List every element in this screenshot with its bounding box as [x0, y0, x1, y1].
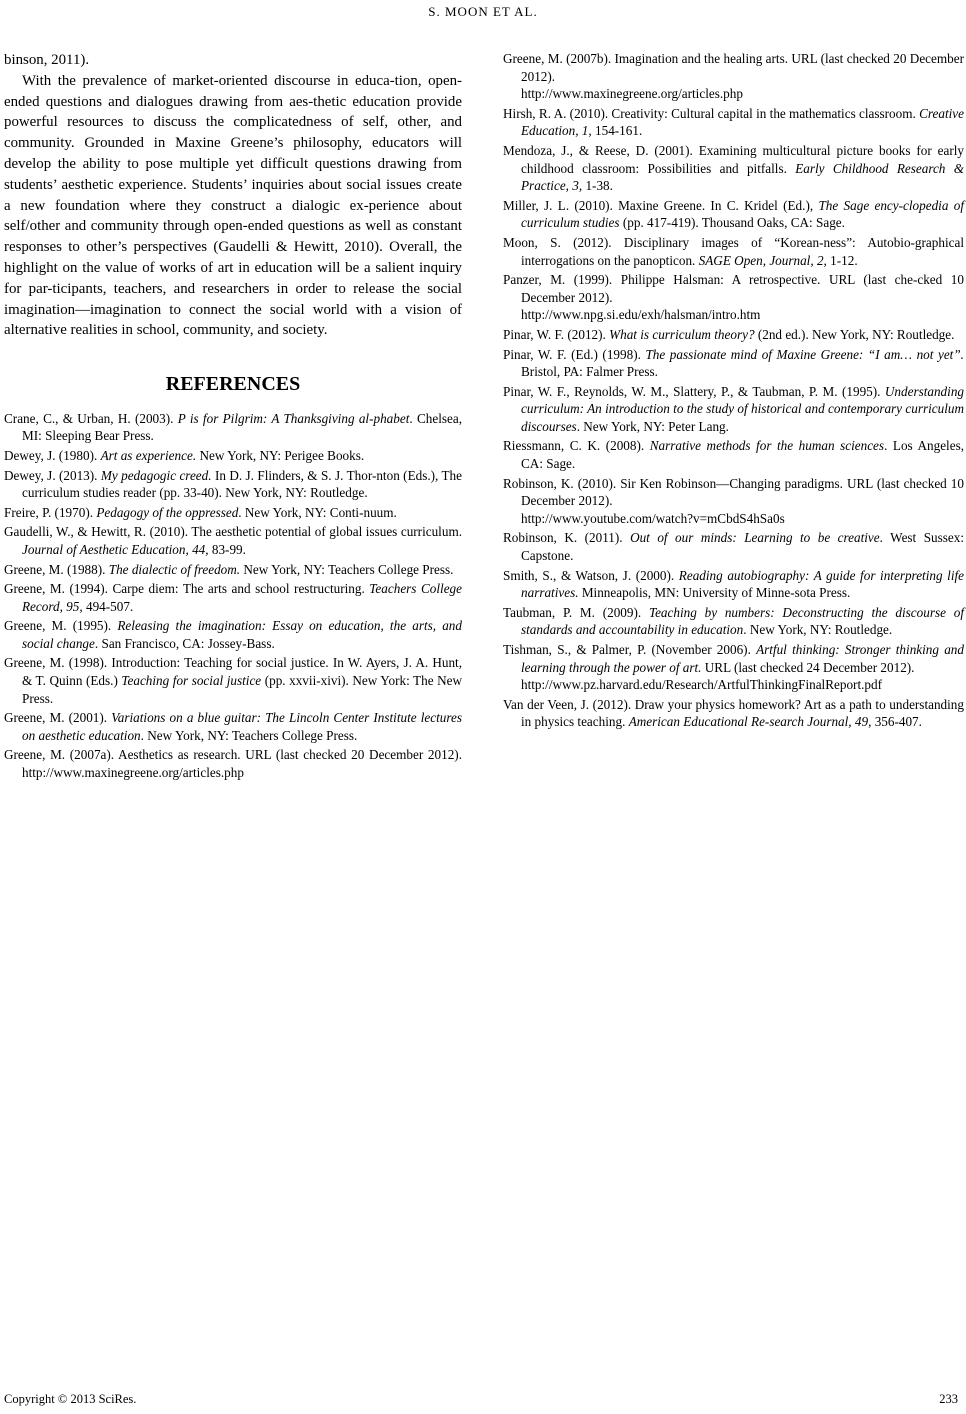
- reference-text: Hirsh, R. A. (2010). Creativity: Cultural capital in the mathematics classroom.: [503, 105, 920, 121]
- reference-text-tail: New York, NY: Teachers College Press.: [240, 561, 454, 577]
- reference-text: Dewey, J. (1980).: [4, 447, 101, 463]
- reference-text-tail: . San Francisco, CA: Jossey-Bass.: [94, 635, 275, 651]
- references-list-left: [4, 410, 462, 782]
- reference-title: Early Childhood Research & Practice, 3,: [521, 160, 964, 194]
- reference-text: Panzer, M. (1999). Philippe Halsman: A retrospective. URL (last che-cked 10 December 2012).: [503, 272, 964, 305]
- reference-text-tail: . New York, NY: Teachers College Press.: [140, 727, 358, 743]
- reference-title: P is for Pilgrim: A Thanksgiving al-phabet: [177, 410, 410, 426]
- reference-text: Mendoza, J., & Reese, D. (2001). Examining multicultural picture books for early childhood classroom: Possibilities and pitfalls.: [503, 142, 964, 176]
- reference-entry: [503, 326, 964, 344]
- reference-title: My pedagogic creed.: [100, 467, 212, 483]
- reference-text: Greene, M. (2007a). Aesthetics as research. URL (last checked 20 December 2012). http://www.maxinegreene.org/articles.php: [4, 747, 462, 781]
- reference-text-tail: Bristol, PA: Falmer Press.: [521, 364, 658, 380]
- reference-title: What is curriculum theory?: [609, 326, 755, 342]
- reference-text-tail: 356-407.: [871, 714, 922, 730]
- reference-title: Artful thinking: Stronger thinking and learning through the power of art.: [521, 642, 964, 675]
- reference-text: Greene, M. (1988).: [4, 561, 109, 577]
- reference-entry: [503, 475, 964, 528]
- reference-title: Pedagogy of the oppressed: [96, 504, 239, 520]
- references-heading: REFERENCES: [165, 373, 301, 396]
- reference-entry: [4, 447, 462, 465]
- reference-text-tail: New York, NY: Perigee Books.: [196, 447, 365, 463]
- reference-text-tail: . Los Angeles, CA: Sage.: [521, 438, 964, 472]
- reference-title: The passionate mind of Maxine Greene: “I am… not yet”.: [645, 346, 964, 362]
- reference-url: http://www.maxinegreene.org/articles.php: [521, 86, 743, 102]
- reference-text-tail: 1-12.: [826, 252, 858, 268]
- reference-text: Gaudelli, W., & Hewitt, R. (2010). The aesthetic potential of global issues curriculum.: [4, 524, 462, 540]
- reference-entry: [503, 437, 964, 472]
- reference-title: SAGE Open, Journal, 2,: [698, 252, 827, 268]
- reference-title: Teachers College Record, 95,: [22, 581, 462, 614]
- right-column: [503, 50, 964, 733]
- reference-text: Robinson, K. (2011).: [503, 530, 631, 546]
- reference-text: Greene, M. (1994). Carpe diem: The arts and school restructuring.: [4, 581, 370, 597]
- reference-text: Miller, J. L. (2010). Maxine Greene. In C. Kridel (Ed.),: [503, 197, 819, 213]
- reference-text: Pinar, W. F. (2012).: [503, 326, 610, 342]
- reference-text: Moon, S. (2012). Disciplinary images of “Korean-ness”: Autobio-graphical interrogations on the panopticon.: [503, 234, 964, 268]
- references-list-right: [503, 50, 964, 731]
- left-column: [4, 50, 462, 784]
- reference-title: Creative Education, 1,: [521, 105, 964, 139]
- reference-entry: [503, 197, 964, 232]
- page-number: 233: [939, 1392, 958, 1406]
- reference-entry: [503, 105, 964, 140]
- reference-entry: [503, 234, 964, 269]
- reference-title: Releasing the imagination: Essay on education, the arts, and social change: [22, 618, 462, 651]
- reference-entry: [4, 617, 462, 652]
- reference-text-tail: (2nd ed.). New York, NY: Routledge.: [754, 326, 955, 342]
- reference-title: Understanding curriculum: An introduction to the study of historical and contemporary curriculum discourses: [521, 383, 964, 434]
- reference-text-tail: (pp. 417-419). Thousand Oaks, CA: Sage.: [619, 215, 845, 231]
- reference-entry: [503, 50, 964, 103]
- reference-entry: [503, 142, 964, 195]
- reference-url: http://www.pz.harvard.edu/Research/ArtfulThinkingFinalReport.pdf: [521, 677, 882, 693]
- reference-entry: [503, 383, 964, 436]
- reference-text: Freire, P. (1970).: [4, 504, 97, 520]
- reference-text-tail: . New York, NY: Routledge.: [743, 622, 893, 638]
- reference-text: Dewey, J. (2013).: [4, 467, 101, 483]
- reference-entry: [4, 523, 462, 558]
- reference-text-tail: . New York, NY: Conti-nuum.: [238, 504, 397, 520]
- reference-entry: [4, 410, 462, 445]
- reference-text: Van der Veen, J. (2012). Draw your physics homework? Art as a path to understanding in physics teaching.: [503, 696, 964, 730]
- paragraph-main: With the prevalence of market-oriented discourse in educa-tion, open-ended questions and dialogues drawing from aes-thetic education provide powerful resources to discuss the complicatedness of self, other, and community. Grounded in Maxine Greene’s philosophy, educators will develop the ability to pose multiple yet difficult questions drawing from students’ aesthetic experience. Students’ inquiries about social issues create a new foundation where they construct a dialogic ex-perience about self/other and community through open-ended questions as well as constant responses to other’s perspectives (Gaudelli & Hewitt, 2010). Overall, the highlight on the value of works of art in education will be a salient inquiry for par-ticipants, teachers, and researchers in order to release the social imagination—imagination to connect the social world with a vision of alternative realities in school, community, and society.: [4, 72, 462, 339]
- reference-text: Taubman, P. M. (2009).: [503, 604, 649, 620]
- reference-text-tail: 83-99.: [208, 541, 246, 557]
- reference-title: Art as experience.: [100, 447, 197, 463]
- reference-text: Greene, M. (2007b). Imagination and the healing arts. URL (last checked 20 December 2012).: [503, 51, 964, 84]
- reference-text-tail: . West Sussex: Capstone.: [521, 530, 964, 564]
- reference-title: The Sage ency-clopedia of curriculum studies: [521, 197, 964, 231]
- reference-text-tail: URL (last checked 24 December 2012).: [701, 659, 915, 675]
- reference-entry: [503, 604, 964, 639]
- reference-text: Riessmann, C. K. (2008).: [503, 438, 650, 454]
- reference-text: Tishman, S., & Palmer, P. (November 2006).: [503, 642, 757, 657]
- reference-url: http://www.youtube.com/watch?v=mCbdS4hSa0s: [521, 510, 785, 526]
- reference-title: Out of our minds: Learning to be creative: [630, 530, 880, 546]
- reference-title: The dialectic of freedom.: [108, 561, 241, 577]
- reference-text: Pinar, W. F., Reynolds, W. M., Slattery, P., & Taubman, P. M. (1995).: [503, 383, 885, 399]
- reference-title: Narrative methods for the human sciences: [649, 438, 885, 454]
- reference-entry: [503, 641, 964, 694]
- reference-title: American Educational Re-search Journal, 49,: [628, 714, 872, 730]
- reference-text-tail: . Chelsea, MI: Sleeping Bear Press.: [22, 410, 463, 444]
- reference-text-tail: 494-507.: [82, 598, 134, 614]
- reference-entry: [503, 567, 964, 602]
- reference-url: http://www.npg.si.edu/exh/halsman/intro.htm: [521, 307, 761, 323]
- reference-text-tail: Minneapolis, MN: University of Minne-sota Press.: [578, 585, 851, 601]
- reference-text-tail: 154-161.: [591, 123, 643, 139]
- reference-title: Teaching by numbers: Deconstructing the discourse of standards and accountability in education: [521, 604, 964, 638]
- reference-title: Variations on a blue guitar: The Lincoln Center Institute lectures on aesthetic education: [22, 710, 462, 743]
- reference-text: Pinar, W. F. (Ed.) (1998).: [503, 346, 646, 362]
- reference-text: Greene, M. (1995).: [4, 618, 118, 634]
- reference-text-tail: (pp. xxvii-xivi). New York: The New Press.: [22, 673, 462, 706]
- reference-text: Smith, S., & Watson, J. (2000).: [503, 567, 679, 583]
- reference-entry: [4, 504, 462, 522]
- reference-text: Greene, M. (1998). Introduction: Teaching for social justice. In W. Ayers, J. A. Hunt, & T. Quinn (Eds.): [4, 655, 462, 689]
- reference-title: Reading autobiography: A guide for interpreting life narratives.: [521, 567, 965, 601]
- reference-title: Journal of Aesthetic Education, 44,: [22, 541, 209, 557]
- reference-entry: [503, 271, 964, 324]
- running-header: S. MOON ET AL.: [428, 4, 538, 19]
- paragraph-continuation: binson, 2011).: [4, 52, 90, 68]
- reference-entry: [503, 346, 964, 381]
- reference-text: Greene, M. (2001).: [4, 710, 112, 726]
- reference-entry: [503, 529, 964, 564]
- reference-text-tail: . New York, NY: Peter Lang.: [576, 418, 729, 434]
- reference-text: Crane, C., & Urban, H. (2003).: [4, 410, 178, 426]
- reference-text-tail: 1-38.: [582, 178, 613, 194]
- reference-entry: [4, 709, 462, 744]
- reference-entry: [4, 561, 462, 579]
- reference-title: Teaching for social justice: [121, 673, 262, 689]
- reference-entry: [4, 746, 462, 781]
- reference-entry: [4, 654, 462, 707]
- copyright-footer: Copyright © 2013 SciRes.: [4, 1392, 137, 1406]
- reference-entry: [4, 580, 462, 615]
- reference-text-tail: In D. J. Flinders, & S. J. Thor-nton (Eds.), The curriculum studies reader (pp. 33-40). New York, NY: Routledge.: [22, 467, 463, 501]
- reference-entry: [503, 696, 964, 731]
- reference-text: Robinson, K. (2010). Sir Ken Robinson—Changing paradigms. URL (last checked 10 December 2012).: [503, 475, 964, 509]
- reference-entry: [4, 467, 462, 502]
